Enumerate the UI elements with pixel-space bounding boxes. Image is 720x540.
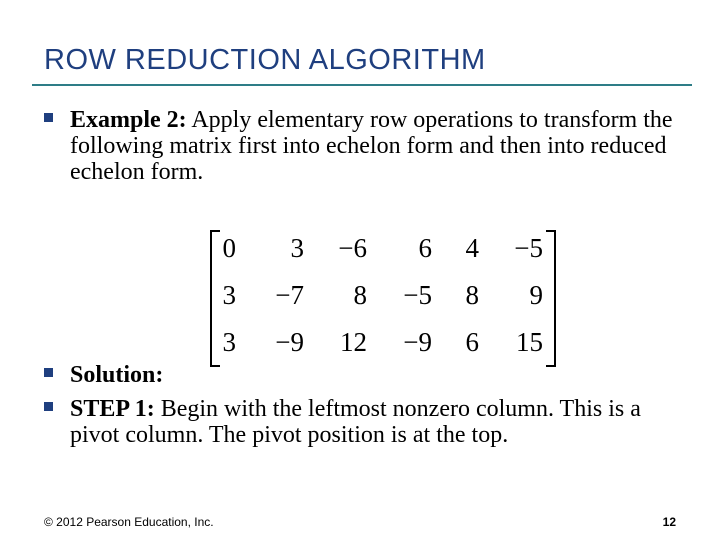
matrix-cell: −6	[338, 233, 367, 263]
matrix	[210, 230, 556, 365]
slide-title: ROW REDUCTION ALGORITHM	[44, 44, 486, 76]
bullet-example	[44, 107, 684, 185]
bullet-solution	[44, 362, 684, 388]
step1-label: STEP 1:	[70, 396, 155, 422]
matrix-cell: 8	[353, 280, 367, 310]
example-label: Example 2:	[70, 107, 187, 133]
copyright-footer: © 2012 Pearson Education, Inc.	[44, 515, 214, 529]
matrix-cell: 3	[222, 327, 236, 357]
matrix-cell: −9	[403, 327, 432, 357]
bullet-step1	[44, 396, 694, 448]
right-bracket	[546, 230, 556, 367]
step1-text: Begin with the leftmost nonzero column. This is a pivot column. The pivot position is at the top.	[70, 396, 641, 448]
matrix-cell: −5	[403, 280, 432, 310]
page-number: 12	[662, 515, 676, 529]
matrix-cell: 0	[222, 233, 236, 263]
matrix-cell: 3	[290, 233, 304, 263]
matrix-cell: −9	[275, 327, 304, 357]
matrix-cell: 8	[465, 280, 479, 310]
bullet-square-icon	[44, 368, 53, 377]
matrix-cell: 3	[222, 280, 236, 310]
matrix-cell: 15	[516, 327, 543, 357]
title-divider	[32, 84, 692, 86]
matrix-cell: 9	[529, 280, 543, 310]
matrix-cell: 6	[418, 233, 432, 263]
matrix-cell: 12	[340, 327, 367, 357]
matrix-cell: 6	[465, 327, 479, 357]
bullet-square-icon	[44, 402, 53, 411]
solution-label: Solution:	[70, 362, 164, 388]
matrix-cell: −7	[275, 280, 304, 310]
bullet-square-icon	[44, 113, 53, 122]
example-text: Apply elementary row operations to transform the following matrix first into echelon form and then into reduced echelon form.	[70, 107, 673, 185]
matrix-cell: −5	[514, 233, 543, 263]
matrix-cell: 4	[465, 233, 479, 263]
